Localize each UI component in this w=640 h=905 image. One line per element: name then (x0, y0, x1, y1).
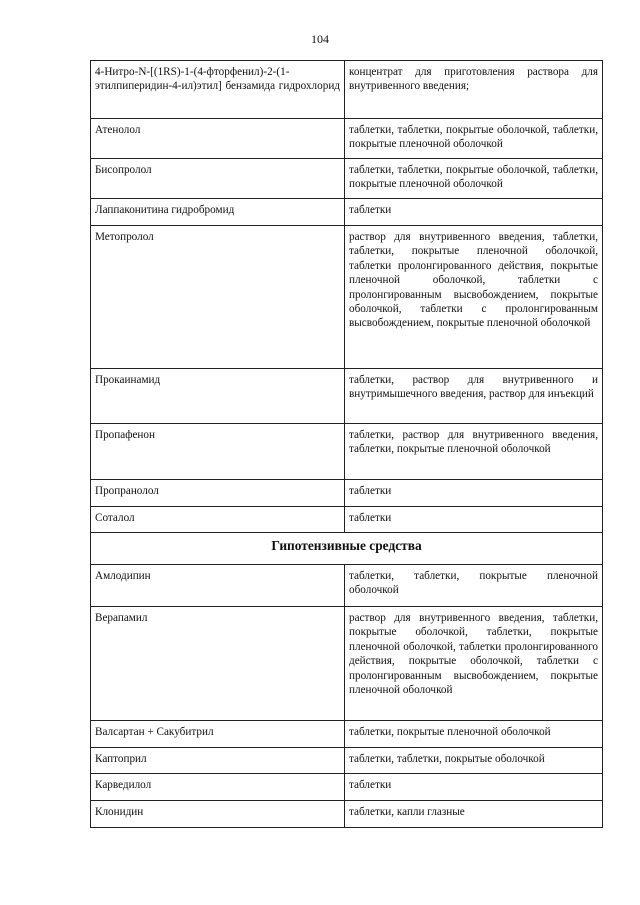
dosage-forms-cell: таблетки (345, 507, 603, 533)
drug-name-cell: Пропафенон (91, 424, 345, 480)
table-row (91, 507, 603, 533)
dosage-forms-cell: таблетки, таблетки, покрытые оболочкой (345, 748, 603, 774)
table-row (91, 119, 603, 159)
table-row (91, 159, 603, 199)
dosage-forms-cell: таблетки, раствор для внутривенного введения, таблетки, покрытые пленочной оболочкой (345, 424, 603, 480)
drug-name-cell: Лаппаконитина гидробромид (91, 199, 345, 226)
drug-name-cell: Верапамил (91, 607, 345, 721)
table-row (91, 61, 603, 119)
dosage-forms-cell: таблетки, покрытые пленочной оболочкой (345, 721, 603, 748)
drug-name-cell: Карведилол (91, 774, 345, 801)
table-row (91, 748, 603, 774)
drug-name-cell: Каптоприл (91, 748, 345, 774)
drug-name-cell: Пропранолол (91, 480, 345, 507)
drug-name-cell: Амлодипин (91, 565, 345, 607)
dosage-forms-cell: таблетки, капли глазные (345, 801, 603, 828)
page-number: 104 (311, 32, 329, 46)
dosage-forms-cell: таблетки, таблетки, покрытые оболочкой, таблетки, покрытые пленочной оболочкой (345, 119, 603, 159)
dosage-forms-cell: таблетки, таблетки, покрытые пленочной оболочкой (345, 565, 603, 607)
dosage-forms-cell: раствор для внутривенного введения, таблетки, таблетки, покрытые пленочной оболочкой, таблетки пролонгированного действия, покрытые пленочной оболочкой, таблетки с пролонгированным высвобождением, покрытые оболочкой, таблетки с пролонгированным высвобождением, покрытые пленочной оболочкой (345, 226, 603, 369)
drug-name-cell: Прокаинамид (91, 369, 345, 424)
drug-name-cell: Клонидин (91, 801, 345, 828)
drug-table (90, 60, 603, 828)
drug-name-cell: Атенолол (91, 119, 345, 159)
dosage-forms-cell: таблетки (345, 774, 603, 801)
table-row (91, 424, 603, 480)
table-row (91, 774, 603, 801)
section-title: Гипотензивные средства (91, 533, 603, 565)
drug-name-cell: Валсартан + Сакубитрил (91, 721, 345, 748)
dosage-forms-cell: таблетки, таблетки, покрытые оболочкой, таблетки, покрытые пленочной оболочкой (345, 159, 603, 199)
table-row (91, 369, 603, 424)
dosage-forms-cell: таблетки, раствор для внутривенного и внутримышечного введения, раствор для инъекций (345, 369, 603, 424)
table-row (91, 565, 603, 607)
drug-name-cell: 4-Нитро-N-[(1RS)-1-(4-фторфенил)-2-(1-этилпиперидин-4-ил)этил] бензамида гидрохлорид (91, 61, 345, 119)
dosage-forms-cell: таблетки (345, 480, 603, 507)
table-row (91, 480, 603, 507)
table-row (91, 226, 603, 369)
table-row (91, 801, 603, 828)
drug-name-cell: Метопролол (91, 226, 345, 369)
dosage-forms-cell: таблетки (345, 199, 603, 226)
dosage-forms-cell: раствор для внутривенного введения, таблетки, покрытые оболочкой, таблетки, покрытые пленочной оболочкой, таблетки пролонгированного действия, покрытые оболочкой, таблетки с пролонгированным высвобождением, покрытые пленочной оболочкой (345, 607, 603, 721)
drug-name-cell: Бисопролол (91, 159, 345, 199)
dosage-forms-cell: концентрат для приготовления раствора для внутривенного введения; (345, 61, 603, 119)
table-row (91, 199, 603, 226)
table-row (91, 721, 603, 748)
section-row (91, 533, 603, 565)
table-row (91, 607, 603, 721)
drug-name-cell: Соталол (91, 507, 345, 533)
